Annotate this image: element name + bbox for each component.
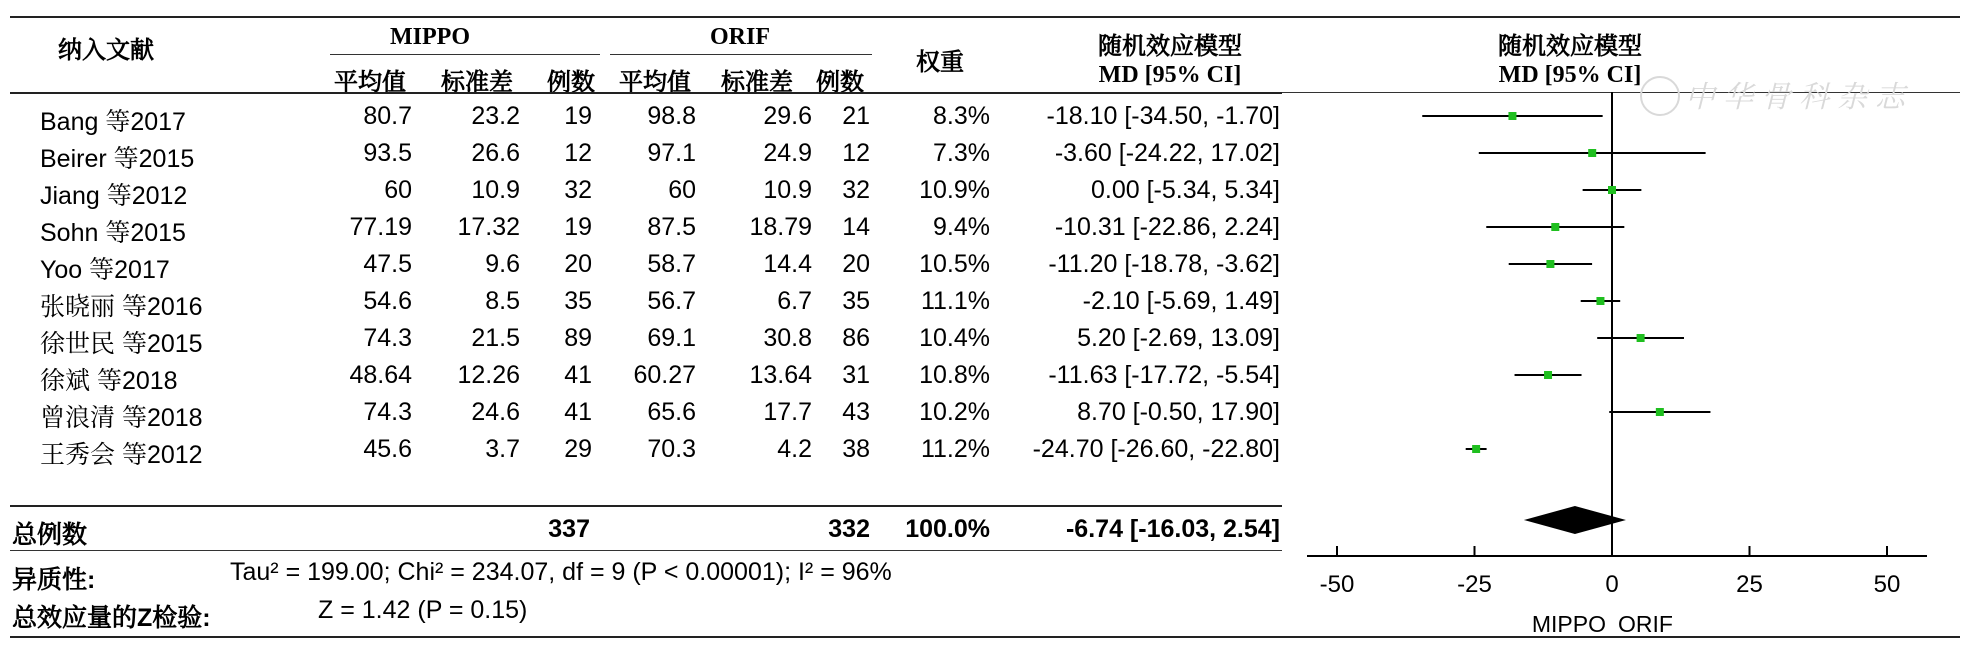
row-mean1: 93.5: [363, 139, 412, 167]
header-md: MD [95% CI]: [1098, 62, 1242, 88]
x-label-left: MIPPO: [1531, 611, 1606, 637]
row-mean2: 58.7: [647, 250, 696, 278]
row-weight: 8.3%: [933, 102, 990, 130]
row-mean2: 69.1: [647, 324, 696, 352]
row-n1: 19: [564, 213, 592, 241]
row-mean1: 74.3: [363, 324, 412, 352]
row-weight: 11.2%: [920, 435, 990, 463]
row-n2: 31: [842, 361, 870, 389]
row-mean2: 60.27: [633, 361, 696, 389]
watermark-text: 中华骨科杂志: [1685, 81, 1913, 114]
point-estimate: [1588, 149, 1596, 157]
row-md: 5.20 [-2.69, 13.09]: [1077, 324, 1280, 352]
point-estimate: [1544, 371, 1552, 379]
row-n1: 12: [564, 139, 592, 167]
row-mean1: 60: [384, 176, 412, 204]
row-n2: 12: [842, 139, 870, 167]
row-weight: 11.1%: [920, 287, 990, 315]
row-sd2: 29.6: [763, 102, 812, 130]
row-weight: 10.2%: [919, 398, 990, 426]
row-weight: 10.4%: [919, 324, 990, 352]
row-md: 8.70 [-0.50, 17.90]: [1077, 398, 1280, 426]
row-sd1: 10.9: [471, 176, 520, 204]
point-estimate: [1546, 260, 1554, 268]
x-tick-label: -50: [1319, 571, 1355, 598]
total-n2: 332: [828, 515, 870, 543]
row-n1: 32: [564, 176, 592, 204]
row-weight: 9.4%: [933, 213, 990, 241]
header-mean2: 平均值: [619, 69, 691, 96]
point-estimate: [1596, 297, 1604, 305]
row-sd2: 10.9: [763, 176, 812, 204]
row-weight: 10.9%: [919, 176, 990, 204]
row-n2: 38: [842, 435, 870, 463]
row-mean1: 47.5: [363, 250, 412, 278]
row-mean1: 54.6: [363, 287, 412, 315]
row-sd1: 24.6: [471, 398, 520, 426]
row-study-name: 曾浪清 等2018: [40, 404, 203, 432]
x-tick-label: 50: [1873, 571, 1901, 598]
overall-diamond: [1524, 506, 1626, 534]
point-estimate: [1551, 223, 1559, 231]
header-mean1: 平均值: [334, 69, 406, 96]
point-estimate: [1608, 186, 1616, 194]
x-tick-label: -25: [1457, 571, 1492, 598]
row-sd1: 8.5: [485, 287, 520, 315]
row-n2: 43: [842, 398, 870, 426]
row-study-name: 王秀会 等2012: [40, 441, 203, 469]
total-n1: 337: [548, 515, 590, 543]
row-sd2: 13.64: [749, 361, 812, 389]
row-n2: 35: [842, 287, 870, 315]
row-sd1: 26.6: [471, 139, 520, 167]
header-weight: 权重: [916, 49, 964, 76]
row-sd2: 24.9: [763, 139, 812, 167]
x-tick-label: 0: [1605, 571, 1619, 598]
row-n2: 14: [842, 213, 870, 241]
row-mean1: 74.3: [363, 398, 412, 426]
row-study-name: Yoo 等2017: [40, 256, 170, 284]
header-model: 随机效应模型: [1098, 33, 1242, 60]
row-n2: 20: [842, 250, 870, 278]
row-study-name: Bang 等2017: [40, 108, 186, 136]
row-sd2: 18.79: [749, 213, 812, 241]
row-study-name: 徐斌 等2018: [40, 367, 178, 395]
row-n1: 41: [564, 361, 592, 389]
row-sd1: 12.26: [457, 361, 520, 389]
ztest-label: 总效应量的Z检验:: [12, 604, 211, 632]
row-weight: 10.5%: [919, 250, 990, 278]
row-study-name: Sohn 等2015: [40, 219, 186, 247]
row-mean1: 80.7: [363, 102, 412, 130]
point-estimate: [1508, 112, 1516, 120]
row-sd2: 4.2: [777, 435, 812, 463]
row-md: -18.10 [-34.50, -1.70]: [1046, 102, 1280, 130]
row-sd1: 23.2: [471, 102, 520, 130]
row-mean2: 97.1: [647, 139, 696, 167]
row-md: -11.63 [-17.72, -5.54]: [1048, 361, 1280, 389]
header-n2: 例数: [816, 69, 864, 96]
heterogeneity-text: Tau² = 199.00; Chi² = 234.07, df = 9 (P < 0.00001); I² = 96%: [230, 558, 892, 586]
row-n2: 86: [842, 324, 870, 352]
row-study-name: 张晓丽 等2016: [40, 293, 203, 321]
header-sd2: 标准差: [721, 69, 793, 96]
row-sd1: 9.6: [485, 250, 520, 278]
row-sd2: 17.7: [763, 398, 812, 426]
header-forest-model: 随机效应模型: [1498, 33, 1642, 60]
row-sd2: 6.7: [777, 287, 812, 315]
row-study-name: Beirer 等2015: [40, 145, 195, 173]
row-md: -24.70 [-26.60, -22.80]: [1032, 435, 1280, 463]
x-tick-label: 25: [1736, 571, 1763, 598]
row-n1: 35: [564, 287, 592, 315]
row-n1: 41: [564, 398, 592, 426]
header-sd1: 标准差: [441, 69, 513, 96]
row-n1: 29: [564, 435, 592, 463]
row-study-name: Jiang 等2012: [40, 182, 188, 210]
row-mean1: 45.6: [363, 435, 412, 463]
header-group2: ORIF: [710, 24, 770, 50]
row-mean1: 48.64: [349, 361, 412, 389]
row-sd2: 14.4: [763, 250, 812, 278]
row-sd1: 3.7: [485, 435, 520, 463]
header-forest-md: MD [95% CI]: [1498, 62, 1642, 88]
total-weight: 100.0%: [905, 515, 990, 543]
x-label-right: ORIF: [1618, 611, 1673, 637]
row-md: 0.00 [-5.34, 5.34]: [1090, 176, 1280, 204]
row-mean2: 60: [668, 176, 696, 204]
point-estimate: [1637, 334, 1645, 342]
row-mean2: 56.7: [647, 287, 696, 315]
row-mean1: 77.19: [349, 213, 412, 241]
ztest-text: Z = 1.42 (P = 0.15): [318, 596, 528, 624]
row-md: -11.20 [-18.78, -3.62]: [1048, 250, 1280, 278]
header-group1: MIPPO: [390, 24, 470, 50]
row-mean2: 98.8: [647, 102, 696, 130]
row-n2: 21: [842, 102, 870, 130]
total-md: -6.74 [-16.03, 2.54]: [1065, 515, 1280, 543]
row-md: -10.31 [-22.86, 2.24]: [1054, 213, 1280, 241]
row-n1: 89: [564, 324, 592, 352]
row-study-name: 徐世民 等2015: [40, 330, 203, 358]
row-weight: 7.3%: [933, 139, 990, 167]
header-study: 纳入文献: [58, 37, 154, 64]
row-mean2: 70.3: [647, 435, 696, 463]
row-weight: 10.8%: [919, 361, 990, 389]
row-mean2: 87.5: [647, 213, 696, 241]
row-n1: 19: [564, 102, 592, 130]
row-n1: 20: [564, 250, 592, 278]
row-sd1: 21.5: [471, 324, 520, 352]
total-label: 总例数: [12, 521, 88, 549]
row-md: -3.60 [-24.22, 17.02]: [1054, 139, 1280, 167]
point-estimate: [1472, 445, 1480, 453]
row-sd2: 30.8: [763, 324, 812, 352]
row-n2: 32: [842, 176, 870, 204]
heterogeneity-label: 异质性:: [12, 566, 96, 594]
point-estimate: [1656, 408, 1664, 416]
row-sd1: 17.32: [457, 213, 520, 241]
header-n1: 例数: [547, 69, 595, 96]
row-md: -2.10 [-5.69, 1.49]: [1082, 287, 1280, 315]
row-mean2: 65.6: [647, 398, 696, 426]
